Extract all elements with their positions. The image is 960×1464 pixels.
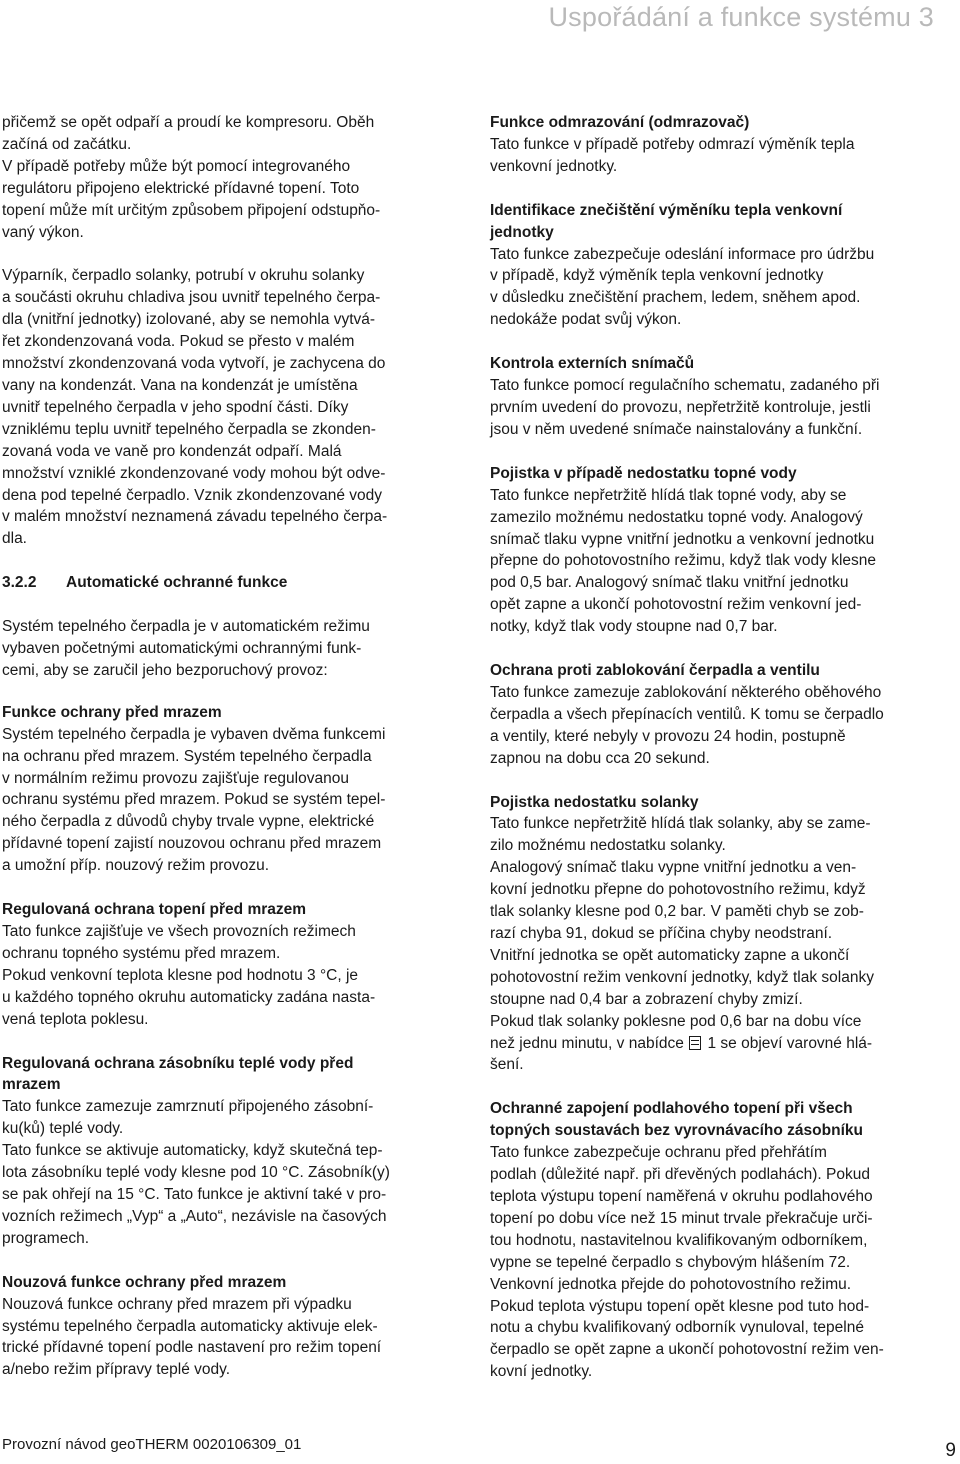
page-header-title: Uspořádání a funkce systému 3	[548, 2, 934, 32]
paragraph-intro: přičemž se opět odpaří a proudí ke kompresoru. Oběh začíná od začátku. V případě potřeby může být pomocí integrovaného regulátoru připojeno elektrické přídavné topení. Toto topení může mít určitým způsobem připojení odstupňo- vaný výkon.	[2, 114, 381, 241]
text-cylinder-frost-protection: Tato funkce zamezuje zamrznutí připojeného zásobní- ku(ků) teplé vody. Tato funkce se aktivuje automaticky, když skutečná tep- lota zásobníku teplé vody klesne pod 10 °C. Zásobník(y) se pak ohřejí na 15 °C. Tato funkce je aktivní také v pro- vozních režimech „Vyp“ a „Auto“, nezávisle na časových programech.	[2, 1098, 390, 1247]
section-number: 3.2.2	[2, 574, 37, 592]
page-number: 9	[945, 1440, 956, 1461]
text-brine-shortage: Tato funkce nepřetržitě hlídá tlak solanky, aby se zame- zilo možnému nedostatku solanky. Analogový snímač tlaku vypne vnitřní jednotku a ven- kovní jednotku přepne do pohotovostního režimu, když tlak solanky klesne pod 0,2 bar. V paměti chyb se zob- razí chyba 91, dokud se příčina chyby neodstraní. Vnitřní jednotka se opět automaticky zapne a ukončí pohotovostní režim venkovní jednotky, když tlak solanky stoupne nad 0,4 bar a zobrazení chyby zmizí. Pokud tlak solanky poklesne pod 0,6 bar na dobu více	[490, 815, 874, 1030]
right-column	[490, 112, 956, 1383]
heading-floor-heating-protection: Ochranné zapojení podlahového topení při všech topných soustavách bez vyrovnávacího zásobníku	[490, 1100, 863, 1140]
heading-defrost: Funkce odmrazování (odmrazovač)	[490, 114, 750, 131]
text-defrost: Tato funkce v případě potřeby odmrazí výměník tepla venkovní jednotky.	[490, 135, 855, 175]
left-column	[2, 112, 464, 1381]
text-pump-valve-antiblock: Tato funkce zamezuje zablokování některého oběhového čerpadla a všech přepínacích ventilů. K tomu se čerpadlo a ventily, které nebyly v provozu 24 hodin, postupně zapnou na dobu cca 20 sekund.	[490, 683, 884, 767]
menu-icon	[689, 1036, 701, 1050]
paragraph-section-intro: Systém tepelného čerpadla je v automatickém režimu vybaven početnými automatickými ochrannými funk- cemi, aby se zaručil jeho bezporuchový provoz:	[2, 618, 370, 679]
heading-brine-shortage: Pojistka nedostatku solanky	[490, 793, 699, 811]
heading-pump-valve-antiblock: Ochrana proti zablokování čerpadla a ventilu	[490, 662, 820, 680]
text-brine-menu-before: než jednu minutu, v nabídce	[490, 1034, 684, 1052]
text-emergency-frost-protection: Nouzová funkce ochrany před mrazem při výpadku systému tepelného čerpadla automaticky aktivuje elek- trické přídavné topení podle nastavení pro režim topení a/nebo režim přípravy teplé vody.	[2, 1295, 382, 1379]
heading-water-shortage: Pojistka v případě nedostatku topné vody	[490, 464, 797, 482]
text-heating-frost-protection: Tato funkce zajišťuje ve všech provozních režimech ochranu topného systému před mrazem. Pokud venkovní teplota klesne pod hodnotu 3 °C, je u každého topného okruhu automaticky zadána nasta- vená teplota poklesu.	[2, 923, 376, 1028]
heading-emergency-frost-protection: Nouzová funkce ochrany před mrazem	[2, 1273, 287, 1291]
heading-frost-protection: Funkce ochrany před mrazem	[2, 703, 222, 721]
text-brine-menu-after: 1 se objeví varovné hlá-	[703, 1034, 873, 1052]
text-brine-shortage-menu-line	[490, 1033, 956, 1055]
heading-sensor-check: Kontrola externích snímačů	[490, 355, 695, 373]
paragraph-condensate: Výparník, čerpadlo solanky, potrubí v okruhu solanky a součásti okruhu chladiva jsou uvnitř tepelného čerpa- dla (vnitřní jednotky) izolované, aby se nemohla vytvá- řet zkondenzovaná voda. Pokud se přesto v malém množství zkondenzovaná voda vytvoří, je zachycena do vany na kondenzát. Vana na kondenzát je umístěna uvnitř tepelného čerpadla v jeho spodní části. Díky vzniklému teplu uvnitř tepelného čerpadla se zkonden- zovaná voda ve vaně pro kondenzát odpaří. Malá množství vzniklé zkondenzované vody mohou být odve- dena pod tepelné čerpadlo. Vznik zkondenzované vody v malém množství neznamená závadu tepelného čerpa- dla.	[2, 267, 388, 548]
footer-document-title: Provozní návod geoTHERM 0020106309_01	[2, 1436, 302, 1453]
text-frost-protection: Systém tepelného čerpadla je vybaven dvěma funkcemi na ochranu před mrazem. Systém tepelného čerpadla v normálním režimu provozu zajišťuje regulovanou ochranu systému před mrazem. Pokud se systém tepel- ného čerpadla z důvodů chyby trvale vypne, elektrické přídavné topení zajistí nouzovou ochranu před mrazem a umožní příp. nouzový režim provozu.	[2, 725, 386, 875]
section-heading	[2, 572, 464, 594]
heading-heating-frost-protection: Regulovaná ochrana topení před mrazem	[2, 901, 307, 919]
text-contamination-detection: Tato funkce zabezpečuje odeslání informace pro údržbu v případě, když výměník tepla venkovní jednotky v důsledku znečištění prachem, ledem, sněhem apod. nedokáže podat svůj výkon.	[490, 245, 875, 329]
section-title: Automatické ochranné funkce	[66, 574, 288, 592]
text-sensor-check: Tato funkce pomocí regulačního schematu, zadaného při prvním uvedení do provozu, nepřetržitě kontroluje, jestli jsou v něm uvedené snímače nainstalovány a funkční.	[490, 377, 880, 438]
text-water-shortage: Tato funkce nepřetržitě hlídá tlak topné vody, aby se zamezilo možnému nedostatku topné vody. Analogový snímač tlaku vypne vnitřní jednotku a venkovní jednotku přepne do pohotovostního režimu, když tlak vody klesne pod 0,5 bar. Analogový snímač tlaku vnitřní jednotku opět zapne a ukončí pohotovostní režim venkovní jed- notky, když tlak vody stoupne nad 0,7 bar.	[490, 486, 877, 636]
heading-cylinder-frost-protection: Regulovaná ochrana zásobníku teplé vody před mrazem	[2, 1054, 354, 1094]
text-brine-shortage-end: šení.	[490, 1056, 524, 1074]
heading-contamination-detection: Identifikace znečištění výměníku tepla venkovní jednotky	[490, 201, 843, 241]
text-floor-heating-protection: Tato funkce zabezpečuje ochranu před přehřátím podlah (důležité např. při dřevěných podlahách). Pokud teplota výstupu topení naměřená v okruhu podlahového topení po dobu více než 15 minut trvale překračuje urči- tou hodnotu, nastavitelnou kvalifikovaným odborníkem, vypne se tepelné čerpadlo s chybovým hlášením 72. Venkovní jednotka přejde do pohotovostního režimu. Pokud teplota výstupu topení opět klesne pod tuto hod- notu a chybu kvalifikovaný odborník vynuloval, tepelné čerpadlo se opět zapne a ukončí pohotovostní režim ven- kovní jednotky.	[490, 1144, 884, 1381]
